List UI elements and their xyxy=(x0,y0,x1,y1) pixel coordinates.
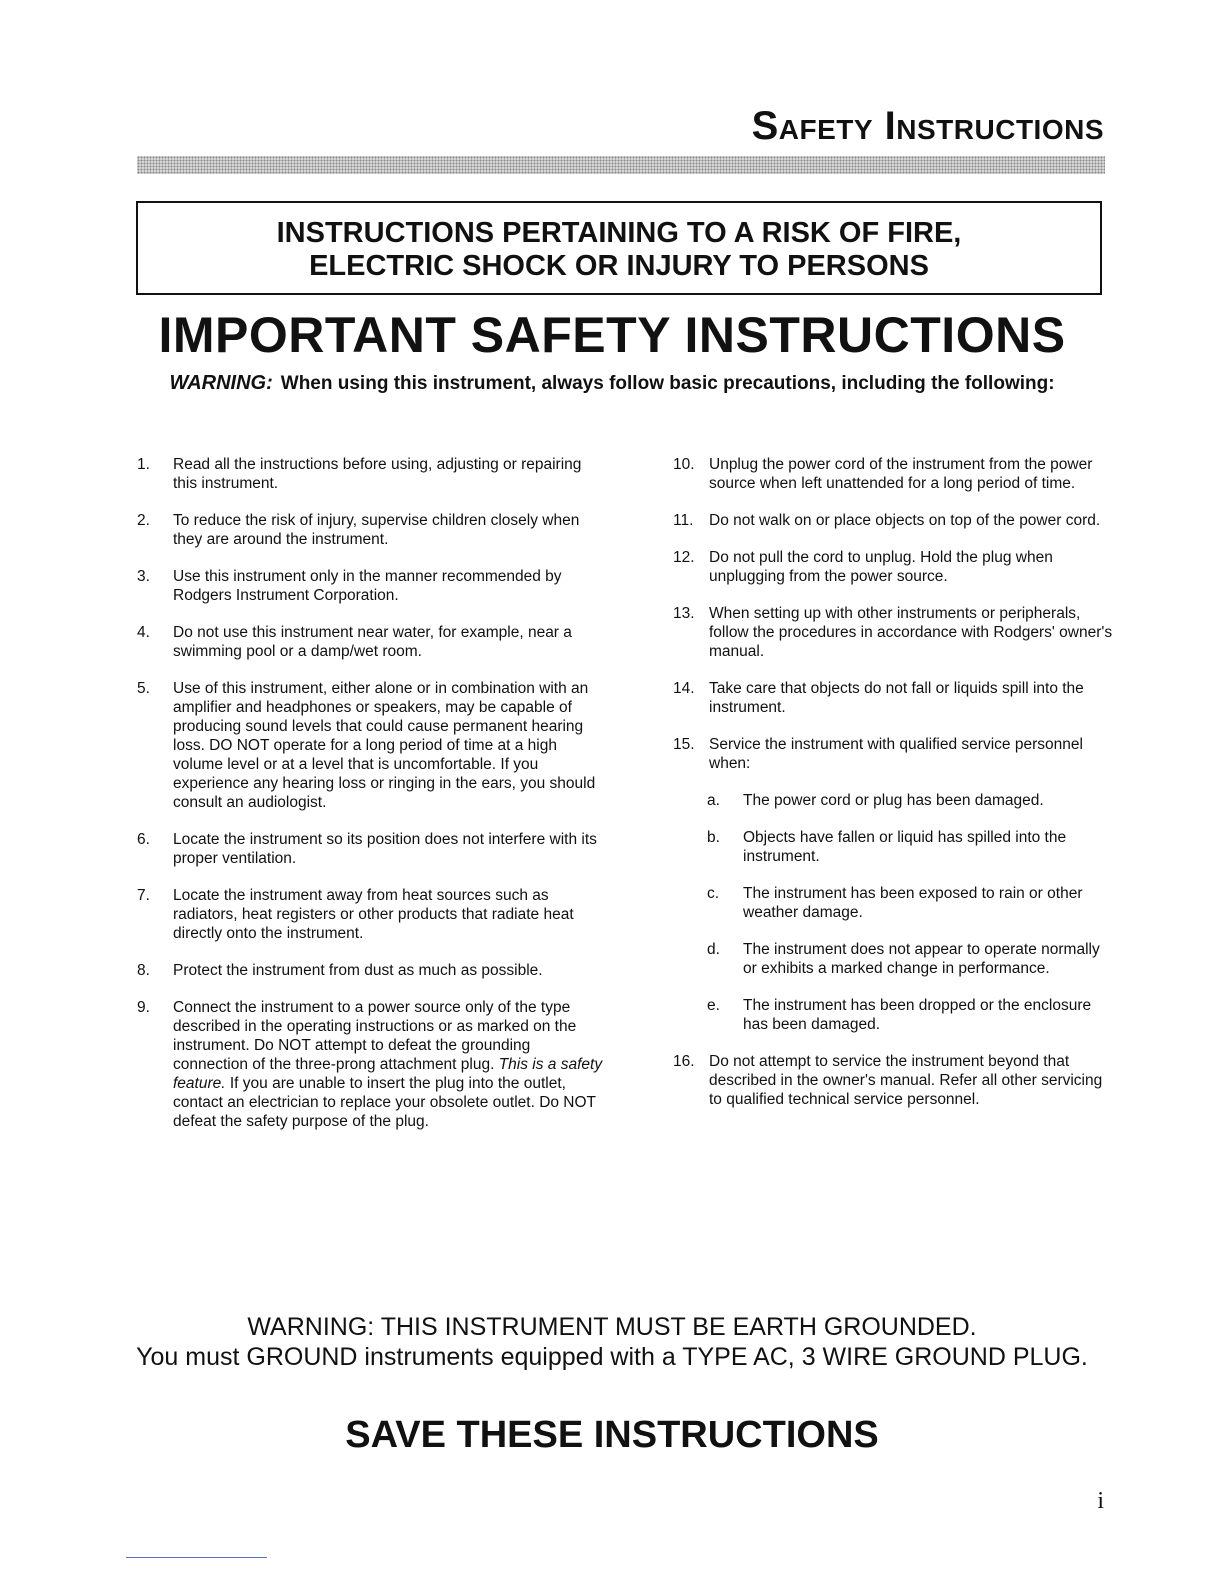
item-text: Unplug the power cord of the instrument from the power source when left unattended for a long period of time. xyxy=(709,456,1093,492)
list-item xyxy=(137,511,607,549)
risk-notice-box xyxy=(136,201,1102,295)
item-number: 13. xyxy=(673,605,695,622)
main-title: IMPORTANT SAFETY INSTRUCTIONS xyxy=(158,307,1066,363)
sub-item-text: The instrument has been exposed to rain or other weather damage. xyxy=(743,885,1083,921)
save-instructions-heading: SAVE THESE INSTRUCTIONS xyxy=(345,1414,879,1456)
item-number: 3. xyxy=(137,568,150,585)
list-item xyxy=(673,455,1113,493)
item-number: 10. xyxy=(673,456,695,473)
instructions-right-column xyxy=(673,455,1113,1127)
sub-item-text: The power cord or plug has been damaged. xyxy=(743,792,1044,809)
item-text: To reduce the risk of injury, supervise children closely when they are around the instrument. xyxy=(173,512,580,548)
list-item xyxy=(137,567,607,605)
grounding-warning-line-2: You must GROUND instruments equipped with a TYPE AC, 3 WIRE GROUND PLUG. xyxy=(136,1343,1088,1371)
page-header-title: Safety Instructions xyxy=(751,104,1104,148)
item-text: Locate the instrument so its position does not interfere with its proper ventilation. xyxy=(173,831,597,867)
item-text: Do not walk on or place objects on top of the power cord. xyxy=(709,512,1101,529)
sub-item-text: Objects have fallen or liquid has spilled into the instrument. xyxy=(743,829,1067,865)
grounding-warning xyxy=(0,1312,1224,1372)
item-number: 5. xyxy=(137,680,150,697)
item-text-part: Connect the instrument to a power source only of the type described in the operating instructions or as marked on the instrument. Do NOT attempt to defeat the grounding connection of the three-prong attachment plug. xyxy=(173,999,577,1073)
item-text: Do not use this instrument near water, for example, near a swimming pool or a damp/wet room. xyxy=(173,624,572,660)
list-item xyxy=(137,998,607,1131)
item-number: 2. xyxy=(137,512,150,529)
item-text: When setting up with other instruments or peripherals, follow the procedures in accordance with Rodgers' owner's manual. xyxy=(709,605,1113,660)
list-item xyxy=(137,886,607,943)
item-text: Do not attempt to service the instrument beyond that described in the owner's manual. Refer all other servicing to qualified technical service personnel. xyxy=(709,1053,1103,1108)
item-number: 7. xyxy=(137,887,150,904)
item-text: Take care that objects do not fall or liquids spill into the instrument. xyxy=(709,680,1084,716)
item-number: 15. xyxy=(673,736,695,753)
sub-list-item xyxy=(673,884,1113,922)
sub-list-item xyxy=(673,996,1113,1034)
item-text: Protect the instrument from dust as much as possible. xyxy=(173,962,543,979)
sub-list-item xyxy=(673,940,1113,978)
item-text: Do not pull the cord to unplug. Hold the plug when unplugging from the power source. xyxy=(709,549,1053,585)
grounding-warning-line-1: WARNING: THIS INSTRUMENT MUST BE EARTH GROUNDED. xyxy=(247,1313,977,1341)
item-text: Use this instrument only in the manner recommended by Rodgers Instrument Corporation. xyxy=(173,568,562,604)
list-item xyxy=(137,623,607,661)
item-text: Read all the instructions before using, adjusting or repairing this instrument. xyxy=(173,456,582,492)
item-number: 1. xyxy=(137,456,150,473)
sub-item-letter: b. xyxy=(707,829,720,846)
item-number: 14. xyxy=(673,680,695,697)
sub-item-text: The instrument does not appear to operate normally or exhibits a marked change in performance. xyxy=(743,941,1100,977)
list-item xyxy=(137,961,607,980)
warning-line xyxy=(0,372,1224,395)
sub-item-letter: a. xyxy=(707,792,720,809)
list-item xyxy=(673,679,1113,717)
sub-list-item xyxy=(673,828,1113,866)
sub-item-letter: d. xyxy=(707,941,720,958)
item-text-part: If you are unable to insert the plug into the outlet, contact an electrician to replace your obsolete outlet. Do NOT defeat the safety purpose of the plug. xyxy=(173,1075,596,1130)
header-rule xyxy=(137,156,1105,174)
list-item xyxy=(673,604,1113,661)
item-number: 6. xyxy=(137,831,150,848)
item-number: 9. xyxy=(137,999,150,1016)
sub-item-letter: e. xyxy=(707,997,720,1014)
warning-lead: WARNING: xyxy=(169,372,273,394)
item-text xyxy=(173,998,607,1131)
item-number: 8. xyxy=(137,962,150,979)
list-item xyxy=(673,511,1113,530)
warning-text: When using this instrument, always follow basic precautions, including the following: xyxy=(280,373,1055,394)
item-text-emphasis: This is a safety feature. xyxy=(173,1056,603,1092)
item-number: 4. xyxy=(137,624,150,641)
page-number: i xyxy=(1097,1488,1104,1514)
list-item xyxy=(137,455,607,493)
risk-notice-line-2: ELECTRIC SHOCK OR INJURY TO PERSONS xyxy=(309,250,929,282)
item-text: Service the instrument with qualified service personnel when: xyxy=(709,736,1083,772)
list-item xyxy=(673,1052,1113,1109)
item-number: 12. xyxy=(673,549,695,566)
list-item xyxy=(137,679,607,812)
sub-list-item xyxy=(673,791,1113,810)
list-item xyxy=(673,735,1113,773)
list-item xyxy=(673,548,1113,586)
item-text: Locate the instrument away from heat sources such as radiators, heat registers or other products that radiate heat directly onto the instrument. xyxy=(173,887,574,942)
item-text: Use of this instrument, either alone or in combination with an amplifier and headphones or speakers, may be capable of producing sound levels that could cause permanent hearing loss. DO NOT operate for a long period of time at a high volume level or at a level that is uncomfortable. If you experience any hearing loss or ringing in the ears, you should consult an audiologist. xyxy=(173,680,596,811)
list-item xyxy=(137,830,607,868)
footer-rule xyxy=(126,1557,267,1558)
sub-item-letter: c. xyxy=(707,885,720,902)
risk-notice-line-1: INSTRUCTIONS PERTAINING TO A RISK OF FIRE, xyxy=(276,217,962,249)
instructions-left-column xyxy=(137,455,607,1149)
sub-item-text: The instrument has been dropped or the enclosure has been damaged. xyxy=(743,997,1092,1033)
item-number: 16. xyxy=(673,1053,695,1070)
item-number: 11. xyxy=(673,512,694,529)
